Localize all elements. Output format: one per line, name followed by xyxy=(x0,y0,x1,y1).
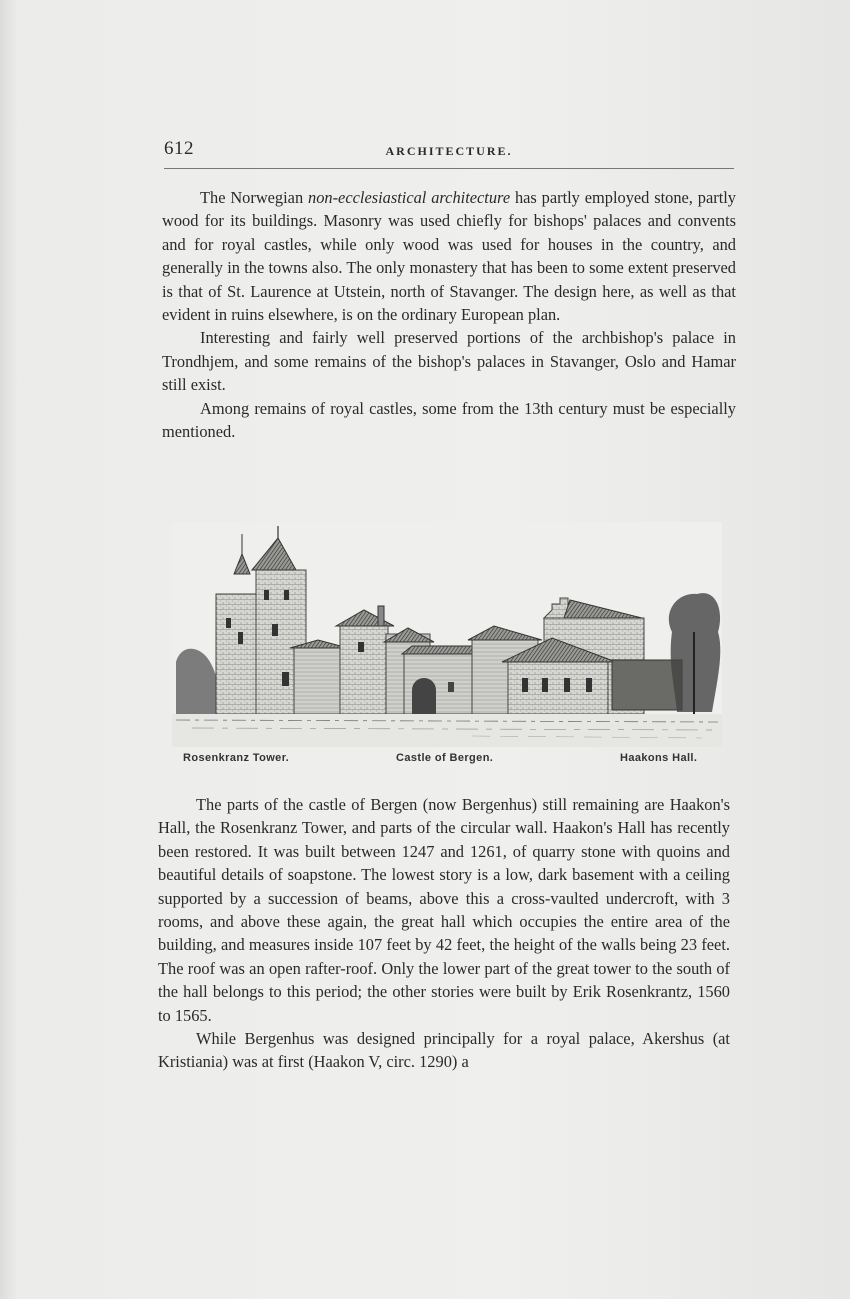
paragraph-palaces: Interesting and fairly well preserved portions of the archbishop's palace in Trondhjem, and some remains of the bishop's palaces in Stavanger, Oslo and Hamar still exist. xyxy=(162,328,736,395)
caption-rosenkranz-tower: Rosenkranz Tower. xyxy=(183,752,290,764)
paragraph-bergenhus: The parts of the castle of Bergen (now Bergenhus) still remaining are Haakon's Hall, the Rosenkranz Tower, and parts of the circular wall. Haakon's Hall has recently been restored. It was built between 1247 and 1261, of quarry stone with quoins and beautiful details of soapstone. The lowest story is a low, dark basement with a ceiling supported by a succession of beams, above this a cross-vaulted undercroft, with 3 rooms, and above these again, the great hall which occupies the entire area of the building, and measures inside 107 feet by 42 feet, the height of the walls being 23 feet. The roof was an open rafter-roof. Only the lower part of the great tower to the south of the hall belongs to this period; the other stories were built by Erik Rosenkrantz, 1560 to 1565. xyxy=(158,795,730,1025)
caption-castle-of-bergen: Castle of Bergen. xyxy=(396,752,494,764)
castle-of-bergen-illustration xyxy=(172,522,722,747)
paragraph-nonecclesiastical xyxy=(162,186,736,326)
running-head: ARCHITECTURE. xyxy=(385,144,513,158)
paragraph-royal-castles: Among remains of royal castles, some from the 13th century must be especially mentioned. xyxy=(162,398,736,442)
paragraph-akershus: While Bergenhus was designed principally for a royal palace, Akershus (at Kristiania) was at first (Haakon V, circ. 1290) a xyxy=(158,1029,730,1072)
paragraph-text: The Norwegian xyxy=(200,188,309,207)
page-number: 612 xyxy=(164,138,194,159)
emphasis-term: non-ecclesiastical architecture xyxy=(308,188,511,207)
caption-haakons-hall: Haakons Hall. xyxy=(620,752,698,764)
text-section-1 xyxy=(162,186,736,443)
text-section-2 xyxy=(158,793,730,1074)
paragraph-text: has partly employed stone, partly wood for its buildings. Masonry was used chiefly for bishops' palaces and convents and for royal castles, while only wood was used for houses in the country, and generally in the towns also. The only monastery that has been to some extent preserved is that of St. Laurence at Utstein, north of Stavanger. The design here, as well as that evident in ruins elsewhere, is on the ordinary European plan. xyxy=(162,188,736,325)
page-header xyxy=(164,138,734,169)
